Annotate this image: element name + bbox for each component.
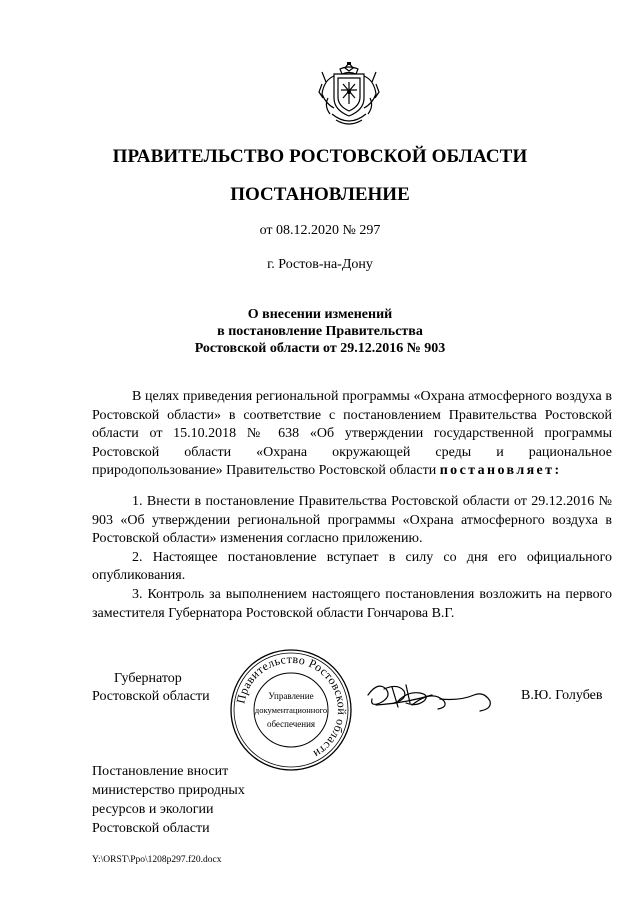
preamble-text: В целях приведения региональной программы «Охрана атмосферного воздуха в Ростовской области» в соответствие с постановлением Правительства Ростовской области от 15.10.2018 № 638 «Об утверждении государственной программы Ростовской области «Охрана окружающей среды и рациональное природопользование» Правительство Ростовской области (92, 389, 612, 479)
seal-ring-text: Правительство Ростовской области (233, 651, 350, 762)
item-3-paragraph: 3. Контроль за выполнением настоящего постановления возложить на первого заместителя Губернатора Ростовской области Гончарова В.Г. (92, 586, 612, 621)
signatory-name: В.Ю. Голубев (521, 688, 603, 703)
document-type-title: ПОСТАНОВЛЕНИЕ (230, 184, 410, 205)
item-2-paragraph: 2. Настоящее постановление вступает в силу со дня его официального опубликования. (92, 549, 612, 584)
subject-line: Ростовской области от 29.12.2016 № 903 (194, 341, 446, 356)
submitted-line: министерство природных (92, 783, 245, 798)
official-seal-stamp (228, 647, 354, 773)
seal-center-line: Управление (268, 691, 314, 701)
submitted-line: ресурсов и экологии (92, 802, 214, 817)
document-subject (0, 306, 640, 357)
seal-center-line: обеспечения (266, 719, 316, 729)
item-1-paragraph: 1. Внести в постановление Правительства Ростовской области от 29.12.2016 № 903 «Об утверждении региональной программы «Охрана атмосферного воздуха в Ростовской области» изменения согласно приложению. (92, 493, 612, 547)
city: г. Ростов-на-Дону (267, 257, 373, 272)
submitted-by (92, 762, 245, 838)
position-line: Губернатор (114, 671, 182, 686)
position-line: Ростовской области (92, 689, 210, 704)
signatory-position (92, 670, 210, 706)
preamble-paragraph (92, 388, 612, 481)
subject-line: О внесении изменений (247, 307, 393, 322)
coat-of-arms-icon (314, 60, 384, 130)
submitted-line: Ростовской области (92, 821, 210, 836)
handwritten-signature (362, 675, 502, 720)
organization-title: ПРАВИТЕЛЬСТВО РОСТОВСКОЙ ОБЛАСТИ (112, 146, 528, 167)
file-path: Y:\ORST\Ppo\1208p297.f20.docx (92, 855, 222, 865)
submitted-line: Постановление вносит (92, 764, 229, 779)
seal-center-line: документационного (254, 705, 328, 715)
document-body (92, 388, 612, 623)
date-number: от 08.12.2020 № 297 (259, 223, 381, 238)
decree-word: постановляет: (439, 463, 562, 479)
subject-line: в постановление Правительства (217, 324, 423, 339)
